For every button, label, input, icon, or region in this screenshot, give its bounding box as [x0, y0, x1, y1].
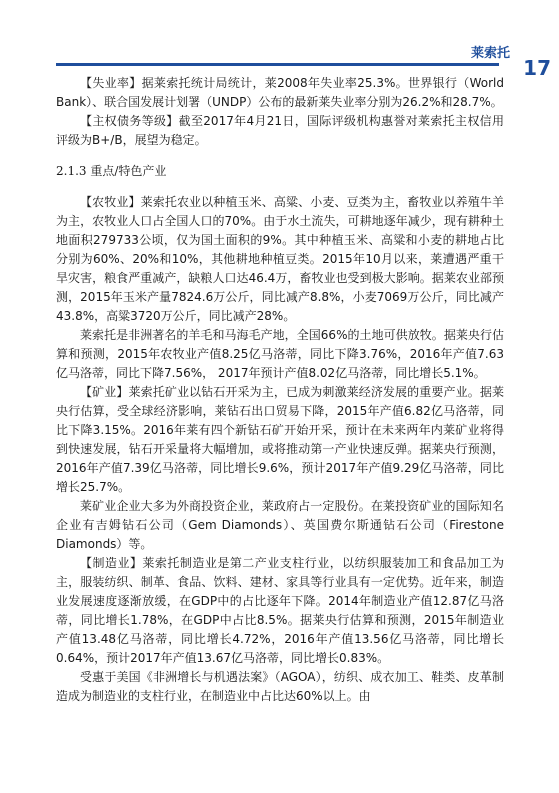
- paragraph-sovereign-debt: 【主权债务等级】截至2017年4月21日，国际评级机构惠誉对莱索托主权信用评级为B+/B，展望为稳定。: [56, 114, 504, 147]
- paragraph-wool: 莱索托是非洲著名的羊毛和马海毛产地，全国66%的土地可供放牧。据莱央行估算和预测，2015年农牧业产值8.25亿马洛蒂，同比下降3.76%，2016年产值7.63亿马洛蒂，同比下降7.56%， 2017年预计产值8.02亿马洛蒂，同比增长5.1%。: [56, 328, 504, 380]
- paragraph-mining-firms: 莱矿业企业大多为外商投资企业，莱政府占一定股份。在莱投资矿业的国际知名企业有吉姆钻石公司（Gem Diamonds）、英国费尔斯通钻石公司（Firestone Diamonds）等。: [56, 499, 504, 551]
- paragraph-agriculture: 【农牧业】莱索托农业以种植玉米、高粱、小麦、豆类为主，畜牧业以养殖牛羊为主，农牧业人口占全国人口的70%。由于水土流失，可耕地逐年减少，现有耕种土地面积279733公顷，仅为国土面积的9%。其中种植玉米、高粱和小麦的耕地占比分别为60%、20%和10%，其他耕地种植豆类。2015年10月以来，莱遭遇严重干旱灾害，粮食严重减产，缺粮人口达46.4万，畜牧业也受到极大影响。据莱农业部预测，2015年玉米产量7824.6万公斤，同比减产8.8%，小麦7069万公斤，同比减产43.8%，高粱3720万公斤，同比减产28%。: [56, 195, 504, 323]
- section-heading: 2.1.3 重点/特色产业: [56, 164, 167, 178]
- running-header-title: 莱索托: [470, 46, 510, 61]
- paragraph-unemployment: 【失业率】据莱索托统计局统计，莱2008年失业率25.3%。世界银行（World Bank）、联合国发展计划署（UNDP）公布的最新莱失业率分别为26.2%和28.7%。: [56, 76, 504, 109]
- paragraph-mining: 【矿业】莱索托矿业以钻石开采为主，已成为刺激莱经济发展的重要产业。据莱央行估算，受全球经济影响，莱钻石出口贸易下降，2015年产值6.82亿马洛蒂，同比下降3.15%。2016年莱有四个新钻石矿开始开采，预计在未来两年内莱矿业将得到快速发展，钻石开采量将大幅增加，或将推动第一产业快速反弹。据莱央行预测，2016年产值7.39亿马洛蒂，同比增长9.6%，预计2017年产值9.29亿马洛蒂，同比增长25.7%。: [56, 385, 504, 494]
- page-body: [56, 74, 504, 706]
- paragraph-manufacturing: 【制造业】莱索托制造业是第二产业支柱行业，以纺织服装加工和食品加工为主，服装纺织、制革、食品、饮料、建材、家具等行业具有一定优势。近年来，制造业发展速度逐渐放缓，在GDP中的占比逐年下降。2014年制造业产值12.87亿马洛蒂，同比增长1.78%，在GDP中占比8.5%。据莱央行估算和预测，2015年制造业产值13.48亿马洛蒂，同比增长4.72%，2016年产值13.56亿马洛蒂，同比增长0.64%，预计2017年产值13.67亿马洛蒂，同比增长0.83%。: [56, 556, 504, 665]
- header-rule: [56, 63, 499, 66]
- page-number: 17: [523, 56, 551, 80]
- paragraph-agoa: 受惠于美国《非洲增长与机遇法案》（AGOA），纺织、成衣加工、鞋类、皮革制造成为制造业的支柱行业，在制造业中占比达60%以上。由: [56, 670, 504, 703]
